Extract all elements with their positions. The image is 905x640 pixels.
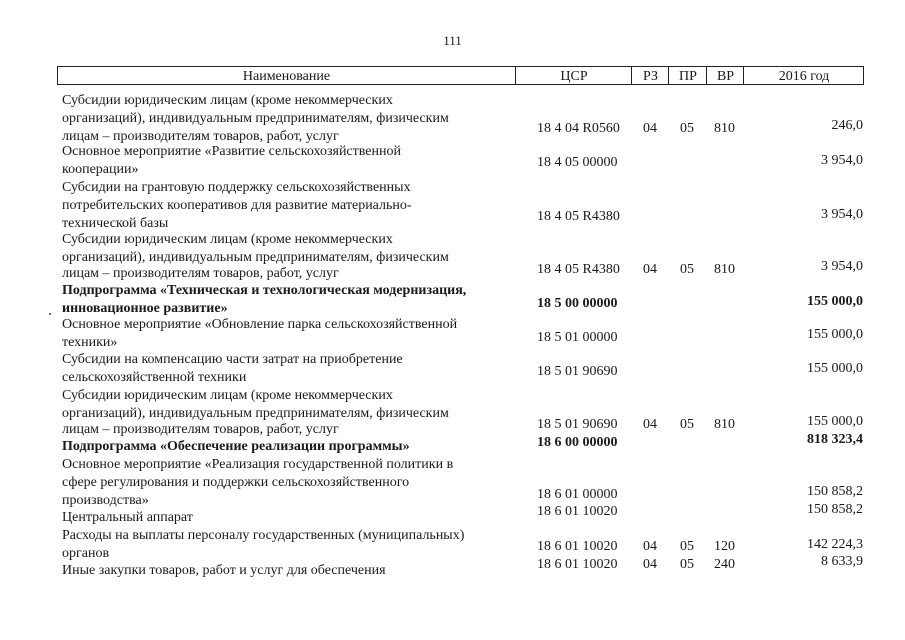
row-vr: 810: [714, 417, 735, 432]
row-amount: 3 954,0: [821, 207, 863, 222]
row-name-line: органов: [62, 546, 110, 561]
row-name-line: организаций), индивидуальным предпринимателям, физическим: [62, 250, 449, 265]
row-name-line: лицам – производителям товаров, работ, услуг: [62, 129, 339, 144]
row-amount: 8 633,9: [821, 554, 863, 569]
row-amount: 155 000,0: [807, 361, 863, 376]
header-year: 2016 год: [743, 67, 864, 84]
row-amount: 155 000,0: [807, 294, 863, 309]
table-header: [57, 66, 864, 85]
row-vr: 810: [714, 262, 735, 277]
row-name-line: Расходы на выплаты персоналу государственных (муниципальных): [62, 528, 465, 543]
row-name-line: Подпрограмма «Обеспечение реализации программы»: [62, 439, 410, 454]
row-vr: 120: [714, 539, 735, 554]
row-name-line: Иные закупки товаров, работ и услуг для обеспечения: [62, 563, 386, 578]
row-name-line: Основное мероприятие «Развитие сельскохозяйственной: [62, 144, 401, 159]
row-pr: 05: [680, 557, 694, 572]
row-csr: 18 4 05 00000: [537, 155, 618, 170]
row-name-line: Субсидии юридическим лицам (кроме некоммерческих: [62, 388, 393, 403]
row-amount: 150 858,2: [807, 484, 863, 499]
row-name-line: лицам – производителям товаров, работ, услуг: [62, 266, 339, 281]
row-name-line: организаций), индивидуальным предпринимателям, физическим: [62, 111, 449, 126]
row-rz: 04: [643, 557, 657, 572]
row-name-line: Субсидии юридическим лицам (кроме некоммерческих: [62, 232, 393, 247]
row-name-line: сельскохозяйственной техники: [62, 370, 247, 385]
row-csr: 18 6 01 10020: [537, 539, 618, 554]
header-rz: РЗ: [631, 67, 669, 84]
row-csr: 18 4 04 R0560: [537, 121, 620, 136]
row-amount: 3 954,0: [821, 153, 863, 168]
row-pr: 05: [680, 121, 694, 136]
row-csr: 18 6 01 10020: [537, 504, 618, 519]
row-vr: 240: [714, 557, 735, 572]
row-name-line: Центральный аппарат: [62, 510, 193, 525]
row-csr: 18 5 01 90690: [537, 364, 618, 379]
row-csr: 18 6 00 00000: [537, 435, 618, 450]
row-name-line: Подпрограмма «Техническая и технологическая модернизация,: [62, 283, 467, 298]
row-amount: 142 224,3: [807, 537, 863, 552]
row-pr: 05: [680, 539, 694, 554]
row-csr: 18 5 01 00000: [537, 330, 618, 345]
row-name-line: производства»: [62, 493, 149, 508]
row-amount: 3 954,0: [821, 259, 863, 274]
row-amount: 150 858,2: [807, 502, 863, 517]
row-csr: 18 5 01 90690: [537, 417, 618, 432]
row-csr: 18 4 05 R4380: [537, 262, 620, 277]
row-name-line: организаций), индивидуальным предпринимателям, физическим: [62, 406, 449, 421]
row-name-line: техники»: [62, 335, 118, 350]
row-name-line: Субсидии юридическим лицам (кроме некоммерческих: [62, 93, 393, 108]
row-csr: 18 4 05 R4380: [537, 209, 620, 224]
row-name-line: технической базы: [62, 216, 169, 231]
row-name-line: потребительских кооперативов для развитие материально-: [62, 198, 412, 213]
row-csr: 18 5 00 00000: [537, 296, 618, 311]
row-amount: 155 000,0: [807, 327, 863, 342]
row-rz: 04: [643, 539, 657, 554]
row-name-line: Субсидии на грантовую поддержку сельскохозяйственных: [62, 180, 411, 195]
row-name-line: лицам – производителям товаров, работ, услуг: [62, 422, 339, 437]
header-pr: ПР: [668, 67, 707, 84]
header-vr: ВР: [706, 67, 744, 84]
row-pr: 05: [680, 262, 694, 277]
row-csr: 18 6 01 10020: [537, 557, 618, 572]
row-amount: 818 323,4: [807, 432, 863, 447]
row-name-line: Основное мероприятие «Обновление парка сельскохозяйственной: [62, 317, 458, 332]
header-name: Наименование: [242, 69, 331, 84]
row-pr: 05: [680, 417, 694, 432]
row-name-line: сфере регулирования и поддержки сельскохозяйственного: [62, 475, 410, 490]
row-vr: 810: [714, 121, 735, 136]
row-rz: 04: [643, 262, 657, 277]
row-name-line: кооперации»: [62, 162, 139, 177]
header-csr: ЦСР: [515, 67, 632, 84]
row-rz: 04: [643, 121, 657, 136]
row-csr: 18 6 01 00000: [537, 487, 618, 502]
page-number: 111: [443, 33, 462, 48]
row-amount: 155 000,0: [807, 414, 863, 429]
row-name-line: Основное мероприятие «Реализация государственной политики в: [62, 457, 454, 472]
scan-speck: [49, 313, 51, 315]
row-amount: 246,0: [831, 118, 863, 133]
row-name-line: Субсидии на компенсацию части затрат на приобретение: [62, 352, 403, 367]
row-name-line: инновационное развитие»: [62, 301, 228, 316]
row-rz: 04: [643, 417, 657, 432]
